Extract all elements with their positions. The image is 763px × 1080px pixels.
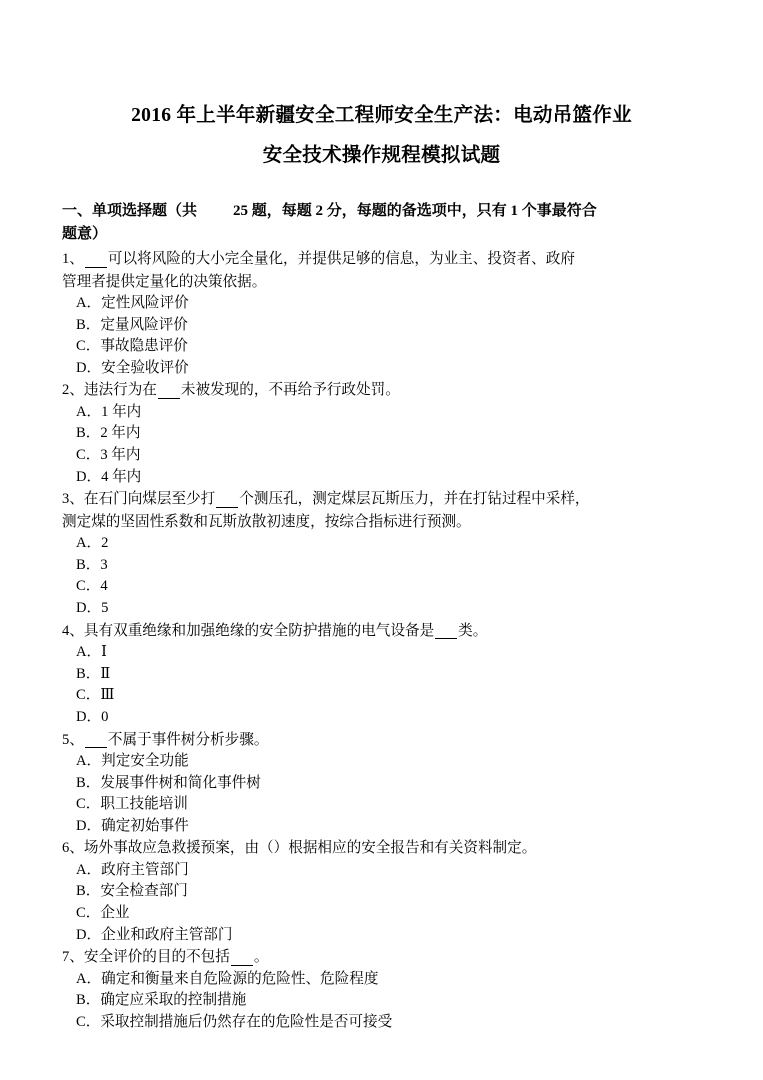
option-text: 定量风险评价: [100, 316, 188, 333]
question-stem-after-blank: 个测压孔，测定煤层瓦斯压力，并在打钻过程中采样，: [239, 491, 590, 508]
question-stem-line-2: 管理者提供定量化的决策依据。: [62, 273, 267, 290]
option-label: C．: [76, 796, 101, 813]
option-label: C．: [76, 687, 101, 704]
question-item: [62, 946, 701, 1033]
option-item: [62, 598, 701, 620]
option-text: 2: [101, 535, 109, 552]
option-item: [62, 664, 701, 686]
question-stem: [62, 620, 701, 643]
option-text: 事故隐患评价: [100, 338, 188, 355]
section-heading-part-2: 25 题，每题 2 分，每题的备选项中，只有 1 个事最符合: [233, 203, 597, 219]
question-item: [62, 379, 701, 488]
option-text: 3: [100, 556, 108, 573]
question-number: 3、: [62, 491, 84, 508]
option-text: 企业: [100, 905, 130, 922]
section-heading: [62, 200, 701, 246]
question-stem-after-blank: 可以将风险的大小完全量化，并提供足够的信息，为业主、投资者、政府: [107, 251, 575, 267]
option-label: A．: [76, 753, 102, 769]
option-item: [62, 773, 701, 795]
option-label: C．: [76, 1013, 101, 1030]
question-stem: [62, 837, 701, 860]
option-text: 确定和衡量来自危险源的危险性、危险程度: [101, 970, 379, 987]
option-text: 4: [100, 578, 108, 595]
option-label: A．: [76, 644, 102, 661]
option-label: D．: [76, 926, 102, 943]
question-stem-before-blank: 安全评价的目的不包括: [83, 949, 230, 966]
option-text: 政府主管部门: [101, 861, 189, 878]
question-item: [62, 488, 701, 619]
option-label: A．: [76, 861, 102, 878]
option-label: B．: [76, 665, 101, 682]
option-label: B．: [76, 425, 101, 442]
option-label: D．: [76, 359, 102, 376]
option-label: A．: [76, 403, 102, 420]
option-text: 安全检查部门: [100, 883, 188, 900]
option-item: [62, 533, 701, 555]
option-label: A．: [76, 535, 102, 552]
option-label: C．: [76, 447, 101, 464]
option-item: [62, 969, 701, 991]
option-text: Ⅱ: [100, 665, 111, 682]
option-text: 采取控制措施后仍然存在的危险性是否可接受: [100, 1013, 393, 1030]
question-number: 7、: [62, 949, 84, 966]
question-item: [62, 837, 701, 946]
option-text: 0: [101, 708, 109, 725]
question-number: 2、: [62, 382, 84, 399]
page-title-line-2: 安全技术操作规程模拟试题: [262, 145, 501, 166]
option-text: 职工技能培训: [100, 796, 188, 813]
option-item: [62, 751, 701, 773]
option-text: 安全验收评价: [101, 359, 189, 376]
option-text: 判定安全功能: [101, 753, 189, 769]
option-label: C．: [76, 578, 101, 595]
option-text: 2 年内: [100, 425, 141, 442]
question-stem-line-2: 测定煤的坚固性系数和瓦斯放散初速度，按综合指标进行预测。: [62, 513, 471, 530]
question-stem-before-blank: 场外事故应急救援预案，由（）根据相应的安全报告和有关资料制定。: [83, 840, 537, 857]
option-item: [62, 685, 701, 707]
option-text: 确定应采取的控制措施: [100, 992, 247, 1009]
question-stem: [62, 379, 701, 402]
section-heading-part-3: 题意）: [62, 226, 108, 242]
option-label: A．: [76, 970, 102, 987]
option-item: [62, 1012, 701, 1034]
option-text: 定性风险评价: [101, 295, 189, 311]
question-stem: [62, 946, 701, 969]
option-text: 4 年内: [101, 468, 142, 485]
question-stem-after-blank: 类。: [458, 622, 488, 639]
option-text: 发展事件树和简化事件树: [100, 774, 261, 791]
option-label: B．: [76, 992, 101, 1009]
question-stem-after-blank: 未被发现的，不再给予行政处罚。: [180, 382, 400, 399]
question-number: 1、: [62, 251, 84, 267]
question-item: [62, 729, 701, 838]
answer-blank: [231, 965, 253, 966]
option-label: D．: [76, 817, 102, 834]
option-item: [62, 467, 701, 489]
option-item: [62, 445, 701, 467]
option-text: Ⅲ: [100, 687, 115, 704]
page-title: [62, 96, 701, 176]
option-text: 5: [101, 600, 109, 617]
option-text: 确定初始事件: [101, 817, 189, 834]
option-text: 1 年内: [101, 403, 142, 420]
page-title-line-1: 2016 年上半年新疆安全工程师安全生产法：电动吊篮作业: [131, 105, 632, 126]
answer-blank: [85, 747, 107, 748]
question-stem-before-blank: 在石门向煤层至少打: [83, 491, 216, 508]
option-label: B．: [76, 883, 101, 900]
question-stem: [62, 248, 701, 271]
option-label: D．: [76, 708, 102, 725]
option-item: [62, 423, 701, 445]
option-item: [62, 642, 701, 664]
question-stem: [62, 729, 701, 752]
option-item: [62, 555, 701, 577]
question-stem-before-blank: 具有双重绝缘和加强绝缘的安全防护措施的电气设备是: [83, 622, 435, 639]
section-heading-part-1: 一、单项选择题（共: [62, 203, 198, 219]
option-item: [62, 576, 701, 598]
option-item: [62, 794, 701, 816]
answer-blank: [158, 398, 180, 399]
option-item: [62, 358, 701, 380]
answer-blank: [216, 507, 238, 508]
option-text: Ⅰ: [101, 644, 107, 661]
option-label: B．: [76, 774, 101, 791]
option-item: [62, 903, 701, 925]
option-item: [62, 990, 701, 1012]
option-label: D．: [76, 600, 102, 617]
option-label: D．: [76, 468, 102, 485]
question-number: 5、: [62, 731, 84, 748]
option-text: 企业和政府主管部门: [101, 926, 233, 943]
option-label: C．: [76, 338, 101, 355]
option-item: [62, 925, 701, 947]
option-item: [62, 816, 701, 838]
option-item: [62, 881, 701, 903]
answer-blank: [435, 638, 457, 639]
question-stem-after-blank: 不属于事件树分析步骤。: [107, 731, 269, 748]
question-stem-before-blank: 违法行为在: [83, 382, 157, 399]
option-label: B．: [76, 556, 101, 573]
question-stem-after-blank: 。: [253, 949, 269, 966]
question-item: [62, 248, 701, 379]
option-item: [62, 336, 701, 358]
option-label: A．: [76, 295, 102, 311]
option-item: [62, 707, 701, 729]
option-item: [62, 315, 701, 337]
option-item: [62, 860, 701, 882]
question-number: 6、: [62, 840, 84, 857]
answer-blank: [85, 267, 107, 268]
question-item: [62, 620, 701, 729]
question-number: 4、: [62, 622, 84, 639]
option-text: 3 年内: [100, 447, 141, 464]
option-item: [62, 293, 701, 315]
option-item: [62, 402, 701, 424]
option-label: B．: [76, 316, 101, 333]
option-label: C．: [76, 905, 101, 922]
question-stem: [62, 488, 701, 511]
